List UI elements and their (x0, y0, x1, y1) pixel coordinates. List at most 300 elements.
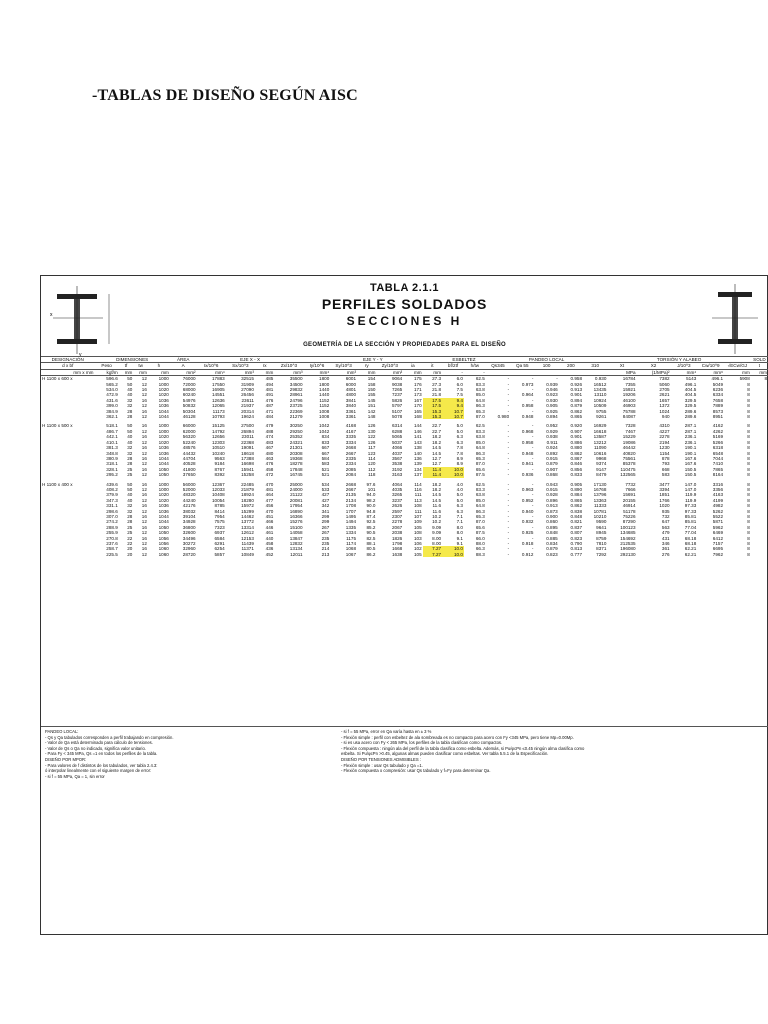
table-cell: 2307 (391, 513, 403, 519)
table-cell: 14462 (241, 513, 254, 519)
table-cell: 3361 (345, 414, 357, 420)
table-cell: 171 (413, 387, 422, 393)
table-cell: 267 (321, 524, 330, 530)
table-cell: 4066 (391, 445, 403, 451)
table-cell: 114 (368, 455, 376, 461)
group-area: ÁREA (170, 357, 197, 363)
table-cell: 90.5 (366, 530, 376, 536)
table-cell: 6937 (214, 530, 225, 536)
table-cell: 5.0 (456, 428, 463, 434)
unit-cell: mm (133, 369, 148, 375)
table-cell: 534.0 (106, 387, 118, 393)
table-cell: 287.1 (684, 428, 697, 434)
table-cell: 236.1 (684, 434, 697, 440)
table-cell: 77.04 (684, 530, 697, 536)
table-cell: 150 (367, 387, 376, 393)
table-cell: 41800 (182, 466, 196, 472)
table-cell: 46128 (182, 414, 196, 420)
table-cell: 19624 (241, 414, 254, 420)
table-cell: 168 (413, 414, 422, 420)
table-cell: 1067 (345, 551, 357, 557)
table-cell: 75561 (622, 455, 636, 461)
table-cell: 0.865 (570, 497, 583, 503)
unit-cell: - (442, 369, 464, 375)
table-cell: 328.1 (106, 466, 118, 472)
unit-cell: mm³ (330, 369, 357, 375)
table-cell: 27.3 (432, 381, 442, 387)
table-cell: 12 (141, 530, 147, 536)
table-cell: 4.0 (456, 481, 463, 487)
table-cell: 0.848 (546, 530, 558, 536)
table-cell: - (531, 513, 534, 519)
column-header: Ix/10^6 (197, 363, 226, 369)
table-cell: 11.4 (423, 467, 442, 472)
table-cell: 144 (413, 423, 422, 429)
table-cell: 8573 (712, 408, 724, 414)
table-cell: 88.1 (366, 541, 376, 546)
table-cell: 8 (747, 439, 750, 445)
table-cell: 483 (265, 439, 274, 445)
table-cell: 7292 (596, 551, 607, 557)
table-cell: 40 (127, 492, 133, 498)
table-cell: 331.1 (106, 503, 118, 509)
column-header: tf (119, 363, 134, 369)
unit-cell: mm³ (226, 369, 255, 375)
table-cell: 32960 (182, 546, 196, 552)
note-line: - si es usa acero con Fy < 265 MPa, los perfiles de la tabla clasifican como compactos. (341, 740, 503, 746)
table-cell: 1020 (158, 492, 169, 498)
table-cell: 1020 (158, 497, 169, 503)
table-cell: 596.6 (106, 376, 118, 382)
unit-cell: mm³ (274, 369, 303, 375)
table-cell: 7865 (712, 466, 724, 472)
table-cell: 267 (321, 530, 330, 536)
table-cell: 2278 (391, 519, 403, 525)
table-cell: - (507, 486, 510, 492)
table-cell: 287.1 (684, 423, 697, 429)
table-cell: 50 (127, 381, 133, 387)
table-cell: 7.1 (456, 513, 463, 519)
table-cell: 565.2 (106, 381, 118, 387)
table-cell: 50832 (182, 403, 196, 409)
table-cell: 10849 (241, 551, 254, 557)
table-cell: 236.1 (684, 439, 697, 445)
table-cell: 2278 (659, 434, 670, 440)
table-cell: 142 (367, 408, 376, 414)
table-cell: - (531, 535, 534, 541)
table-cell: 68000 (182, 387, 196, 393)
table-cell: 0.938 (546, 434, 558, 440)
table-cell: 1042 (319, 423, 330, 429)
table-cell: 484 (265, 414, 274, 420)
table-cell: 9.4 (442, 403, 464, 408)
table-cell: 5871 (712, 519, 724, 525)
table-cell: 18278 (289, 461, 303, 467)
column-header: Sy/10^3 (330, 363, 357, 369)
table-cell: 1440 (319, 387, 330, 393)
table-cell: 0.946 (546, 387, 558, 393)
note-line: - Flexión compuesta o compresión: usar Qs tabulado y f=Fy para determinar Qa. (341, 768, 491, 774)
column-header: d x bf (41, 363, 94, 369)
table-cell: 10.0 (442, 472, 464, 477)
table-cell: 65.6 (475, 466, 485, 472)
table-cell: 20 (127, 546, 133, 552)
table-cell: 21301 (289, 445, 303, 451)
table-cell: 28720 (182, 551, 196, 557)
table-cell: 103 (413, 535, 422, 541)
note-line: - si f = 55 MPa, error en Qa varía hasta en ± 3 % (341, 729, 432, 734)
table-cell: 15941 (241, 466, 254, 472)
table-cell: 518.1 (106, 423, 118, 429)
table-cell: 362.1 (106, 414, 118, 420)
unit-cell: mm³ (376, 369, 403, 375)
table-cell: 521 (321, 466, 330, 472)
table-cell: 97.33 (684, 503, 697, 509)
table-cell: 1060 (158, 546, 169, 552)
table-cell: 9590 (596, 519, 607, 525)
table-cell: 479 (661, 530, 670, 536)
table-cell: 87290 (622, 519, 636, 525)
table-cell: 0.901 (570, 434, 583, 440)
table-cell: 17954 (289, 503, 303, 509)
table-cell: 62.5 (475, 376, 485, 382)
table-cell: 18.2 (432, 434, 442, 440)
table-cell: 8164 (712, 472, 724, 478)
table-cell: 29250 (289, 428, 303, 434)
table-cell: 1668 (391, 546, 403, 552)
table-cell: 16 (141, 408, 147, 414)
table-cell: 1036 (158, 503, 169, 509)
table-cell: 8 (747, 551, 750, 557)
table-cell: 154 (367, 376, 376, 382)
table-cell: 1008 (319, 414, 330, 420)
table-cell: 6334 (712, 392, 724, 398)
unit-cell: mm x mm (41, 369, 94, 375)
table-cell: 18.2 (432, 481, 442, 487)
table-cell: 22.7 (432, 423, 442, 429)
table-cell: 17848 (289, 466, 303, 472)
table-cell: 25 (127, 466, 133, 472)
table-cell: 0.911 (546, 439, 558, 445)
column-header: Zy/10^3 (376, 363, 403, 369)
table-cell: 16618 (593, 428, 607, 434)
table-cell: 8 (747, 466, 750, 472)
table-cell: 27500 (241, 423, 254, 429)
table-cell: 0.973 (521, 381, 534, 387)
group-slenderness: ESBELTEZ (442, 357, 486, 363)
table-cell: 32515 (241, 376, 254, 382)
table-cell: 3477 (659, 481, 670, 487)
table-cell: 106 (413, 541, 422, 546)
table-cell: 22.7 (432, 428, 442, 434)
table-cell: 2135 (345, 492, 357, 498)
table-cell: 276 (661, 551, 670, 557)
table-cell: 87.5 (475, 472, 485, 478)
unit-cell: mm (148, 369, 170, 375)
table-cell: 66.0 (475, 535, 485, 541)
table-cell: 8 (747, 508, 750, 514)
table-cell: 15.3 (423, 414, 442, 419)
table-cell: 307.0 (106, 513, 118, 519)
table-cell: 12612 (241, 530, 254, 536)
unit-cell: mm² (170, 369, 197, 375)
table-cell: 8 (747, 541, 750, 546)
table-cell: 5037 (391, 439, 403, 445)
table-cell: 28 (127, 455, 133, 461)
table-cell: 4064 (391, 481, 403, 487)
note-line: - Flexión simple : usar Qs tabulado y Qa =1. (341, 762, 423, 768)
table-cell: 18280 (241, 497, 254, 503)
table-cell: 0.958 (521, 403, 534, 409)
svg-text:y: y (79, 352, 82, 358)
table-cell: 97.33 (684, 508, 697, 514)
note-line: - Qs y Qa tabulados corresponden a perfil trabajando en compresión. (45, 734, 174, 740)
table-cell: - (531, 434, 534, 440)
table-cell: 4168 (345, 423, 357, 429)
table-cell: 63.8 (475, 387, 485, 393)
table-cell: 136 (413, 455, 422, 461)
table-cell: - (507, 551, 510, 557)
table-cell: 6236 (712, 387, 724, 393)
table-cell: - (507, 450, 510, 456)
table-cell: 46442 (622, 445, 636, 451)
table-cell: - (507, 492, 510, 498)
table-cell: 8.0 (456, 524, 463, 530)
column-header: 310 (583, 363, 607, 369)
table-cell: 16 (141, 387, 147, 393)
table-cell: 4982 (712, 503, 724, 509)
table-cell: 12367 (211, 481, 225, 487)
table-cell: 235 (321, 535, 330, 541)
table-cell: 481 (265, 387, 274, 393)
table-cell: 7.5 (456, 392, 463, 398)
table-cell: 16 (141, 535, 147, 541)
table-cell: 173 (413, 392, 422, 398)
table-cell: 111 (414, 508, 422, 514)
table-cell: 0.823 (546, 551, 558, 557)
note-line: DISEÑO POR MPOR: (45, 756, 87, 762)
unit-cell: mm⁴ (671, 369, 698, 375)
column-header: tw (133, 363, 148, 369)
table-cell: 0.925 (546, 408, 558, 414)
table-cell: 10408 (211, 492, 225, 498)
table-cell: 50 (127, 376, 133, 382)
table-cell: 7.5 (456, 387, 463, 393)
table-cell: 0.890 (570, 486, 583, 492)
table-cell: 5107 (391, 408, 403, 414)
table-cell: 0.915 (546, 455, 558, 461)
table-cell: - (507, 397, 510, 403)
table-cell: 15972 (241, 503, 254, 509)
table-cell: 15229 (622, 434, 636, 440)
table-cell: 52240 (182, 439, 196, 445)
table-cell: - (507, 524, 510, 530)
table-cell: 14058 (289, 530, 303, 536)
table-cell: 12 (141, 472, 147, 478)
column-header: rx (255, 363, 274, 369)
column-header: h/tw (464, 363, 486, 369)
table-cell: 17883 (211, 376, 225, 382)
table-cell: 105 (413, 551, 422, 557)
table-cell: 9064 (391, 376, 403, 382)
table-cell: 0.862 (570, 408, 583, 414)
table-cell: 107 (413, 513, 422, 519)
table-cell: 7237 (391, 392, 403, 398)
note-line: - Valor de Qs o Qa no indicado, significa valor unitario. (45, 745, 146, 751)
table-cell: 42176 (182, 503, 196, 509)
table-cell: 32 (127, 503, 133, 509)
table-cell: 0.918 (521, 541, 534, 546)
table-cell: - (531, 397, 534, 403)
table-cell: 7889 (712, 403, 724, 409)
table-cell: 1044 (158, 414, 169, 420)
table-cell: 793 (661, 461, 670, 467)
table-cell: 8 (747, 397, 750, 403)
table-cell: 10.0 (442, 552, 464, 557)
table-cell: 8 (747, 392, 750, 398)
table-cell: 15276 (289, 519, 303, 525)
table-cell: 11371 (241, 546, 254, 552)
table-cell: 13314 (241, 524, 254, 530)
table-cell: 62.21 (684, 551, 697, 557)
table-cell: 100123 (620, 524, 636, 530)
table-cell: 18924 (241, 492, 254, 498)
table-cell: 40 (127, 392, 133, 398)
table-cell: 7666 (625, 486, 636, 492)
table-cell: 26894 (241, 428, 254, 434)
table-cell: 72000 (182, 381, 196, 387)
column-header: it (423, 363, 442, 369)
table-cell: 583 (321, 461, 330, 467)
table-cell: 21937 (241, 403, 254, 409)
table-cell: 8 (747, 428, 750, 434)
table-cell: 2667 (345, 450, 357, 456)
table-cell: 0.846 (570, 461, 583, 467)
table-cell: 12 (141, 551, 147, 557)
table-cell: 486.7 (106, 428, 118, 434)
table-cell: 52000 (182, 486, 196, 492)
column-header: A (170, 363, 197, 369)
table-cell: 28 (127, 513, 133, 519)
table-cell: 1152 (319, 403, 330, 409)
table-cell: 27.3 (432, 376, 442, 382)
table-cell: 28 (127, 414, 133, 420)
note-line: - Flexión simple : perfil con esbeltez de ala sombreada es no compacto para acero con Fy <345 MPa, pero tiene Mp=0.00Mp. (341, 734, 574, 740)
column-header: Qa 55 (510, 363, 534, 369)
table-cell: 384.9 (106, 408, 118, 414)
table-cell: 0.848 (570, 513, 583, 519)
table-cell: 4262 (712, 428, 724, 434)
notes-right (341, 729, 761, 774)
table-cell: 0.879 (546, 546, 558, 552)
table-cell: 23725 (289, 403, 303, 409)
table-cell: 732 (661, 513, 670, 519)
table-cell: 132565 (620, 472, 636, 478)
table-cell: - (507, 408, 510, 414)
table-cell: - (507, 376, 510, 382)
table-cell: 212535 (620, 541, 636, 546)
table-cell: 148 (367, 414, 376, 420)
table-cell: 1000 (158, 428, 169, 434)
table-cell: 24000 (289, 486, 303, 492)
table-cell: 8 (747, 497, 750, 503)
table-cell: 8 (747, 481, 750, 487)
table-cell: 2038 (391, 530, 403, 536)
table-cell: 1766 (659, 497, 670, 503)
table-cell: 7355 (625, 381, 636, 387)
table-cell: 8 (747, 381, 750, 387)
table-cell: 5169 (712, 434, 724, 440)
table-cell: 1851 (659, 492, 670, 498)
table-cell: 12153 (241, 535, 254, 541)
table-cell: 1042 (319, 428, 330, 434)
table-cell: 5065 (391, 434, 403, 440)
table-cell: 137 (413, 472, 422, 478)
table-cell: - (556, 376, 558, 382)
table-cell: 0.813 (570, 546, 583, 552)
table-cell: 16745 (289, 472, 303, 478)
table-cell: 40 (127, 439, 133, 445)
table-cell: 2705 (659, 387, 670, 393)
table-cell: 24796 (289, 397, 303, 403)
table-cell: 1020 (158, 434, 169, 440)
table-cell: 151 (367, 403, 376, 409)
table-cell: 19368 (289, 455, 303, 461)
table-cell: 36800 (182, 524, 196, 530)
table-cell: - (531, 546, 534, 552)
table-cell: 19206 (622, 392, 636, 398)
table-cell: 8 (747, 535, 750, 541)
table-cell: 44240 (182, 497, 196, 503)
table-cell: 8 (747, 524, 750, 530)
table-cell: 0.925 (521, 530, 534, 536)
table-cell: 25 (127, 472, 133, 478)
svg-text:x: x (50, 312, 53, 318)
table-cell: 7323 (214, 524, 225, 530)
table-cell: - (531, 492, 534, 498)
unit-cell: (1/MPa)² (637, 369, 671, 375)
table-cell: 16 (141, 445, 147, 451)
table-cell: 65.3 (475, 513, 485, 519)
table-cell: 470 (265, 508, 274, 514)
table-cell: 1230 (659, 445, 670, 451)
table-cell: 295.2 (106, 472, 118, 478)
table-cell: 145 (367, 397, 376, 403)
table-cell: 213 (321, 551, 330, 557)
table-cell: 10781 (593, 508, 607, 514)
table-cell: 1056 (158, 535, 169, 541)
table-cell: 63.8 (475, 492, 485, 498)
table-cell: 32 (127, 450, 133, 456)
table-cell: 318.1 (106, 461, 118, 467)
table-cell: 34496 (182, 535, 196, 541)
table-cell: 118 (368, 472, 376, 478)
table-cell: 27090 (241, 387, 254, 393)
table-cell: 3163 (391, 472, 403, 478)
table-cell: 64.8 (475, 397, 485, 403)
table-cell: 0.862 (570, 450, 583, 456)
table-cell: 1708 (345, 503, 357, 509)
table-cell: 8 (747, 450, 750, 456)
table-cell: 56000 (182, 481, 196, 487)
table-cell: 3237 (391, 497, 403, 503)
table-cell: 0.964 (521, 392, 534, 398)
table-cell: 143 (413, 439, 422, 445)
table-cell: 289.6 (684, 408, 697, 414)
table-name: PERFILES SOLDADOS (321, 296, 488, 312)
note-line: DISEÑO POR TENSIONES ADMISIBLES : (341, 756, 421, 762)
table-cell: 34928 (182, 519, 196, 525)
